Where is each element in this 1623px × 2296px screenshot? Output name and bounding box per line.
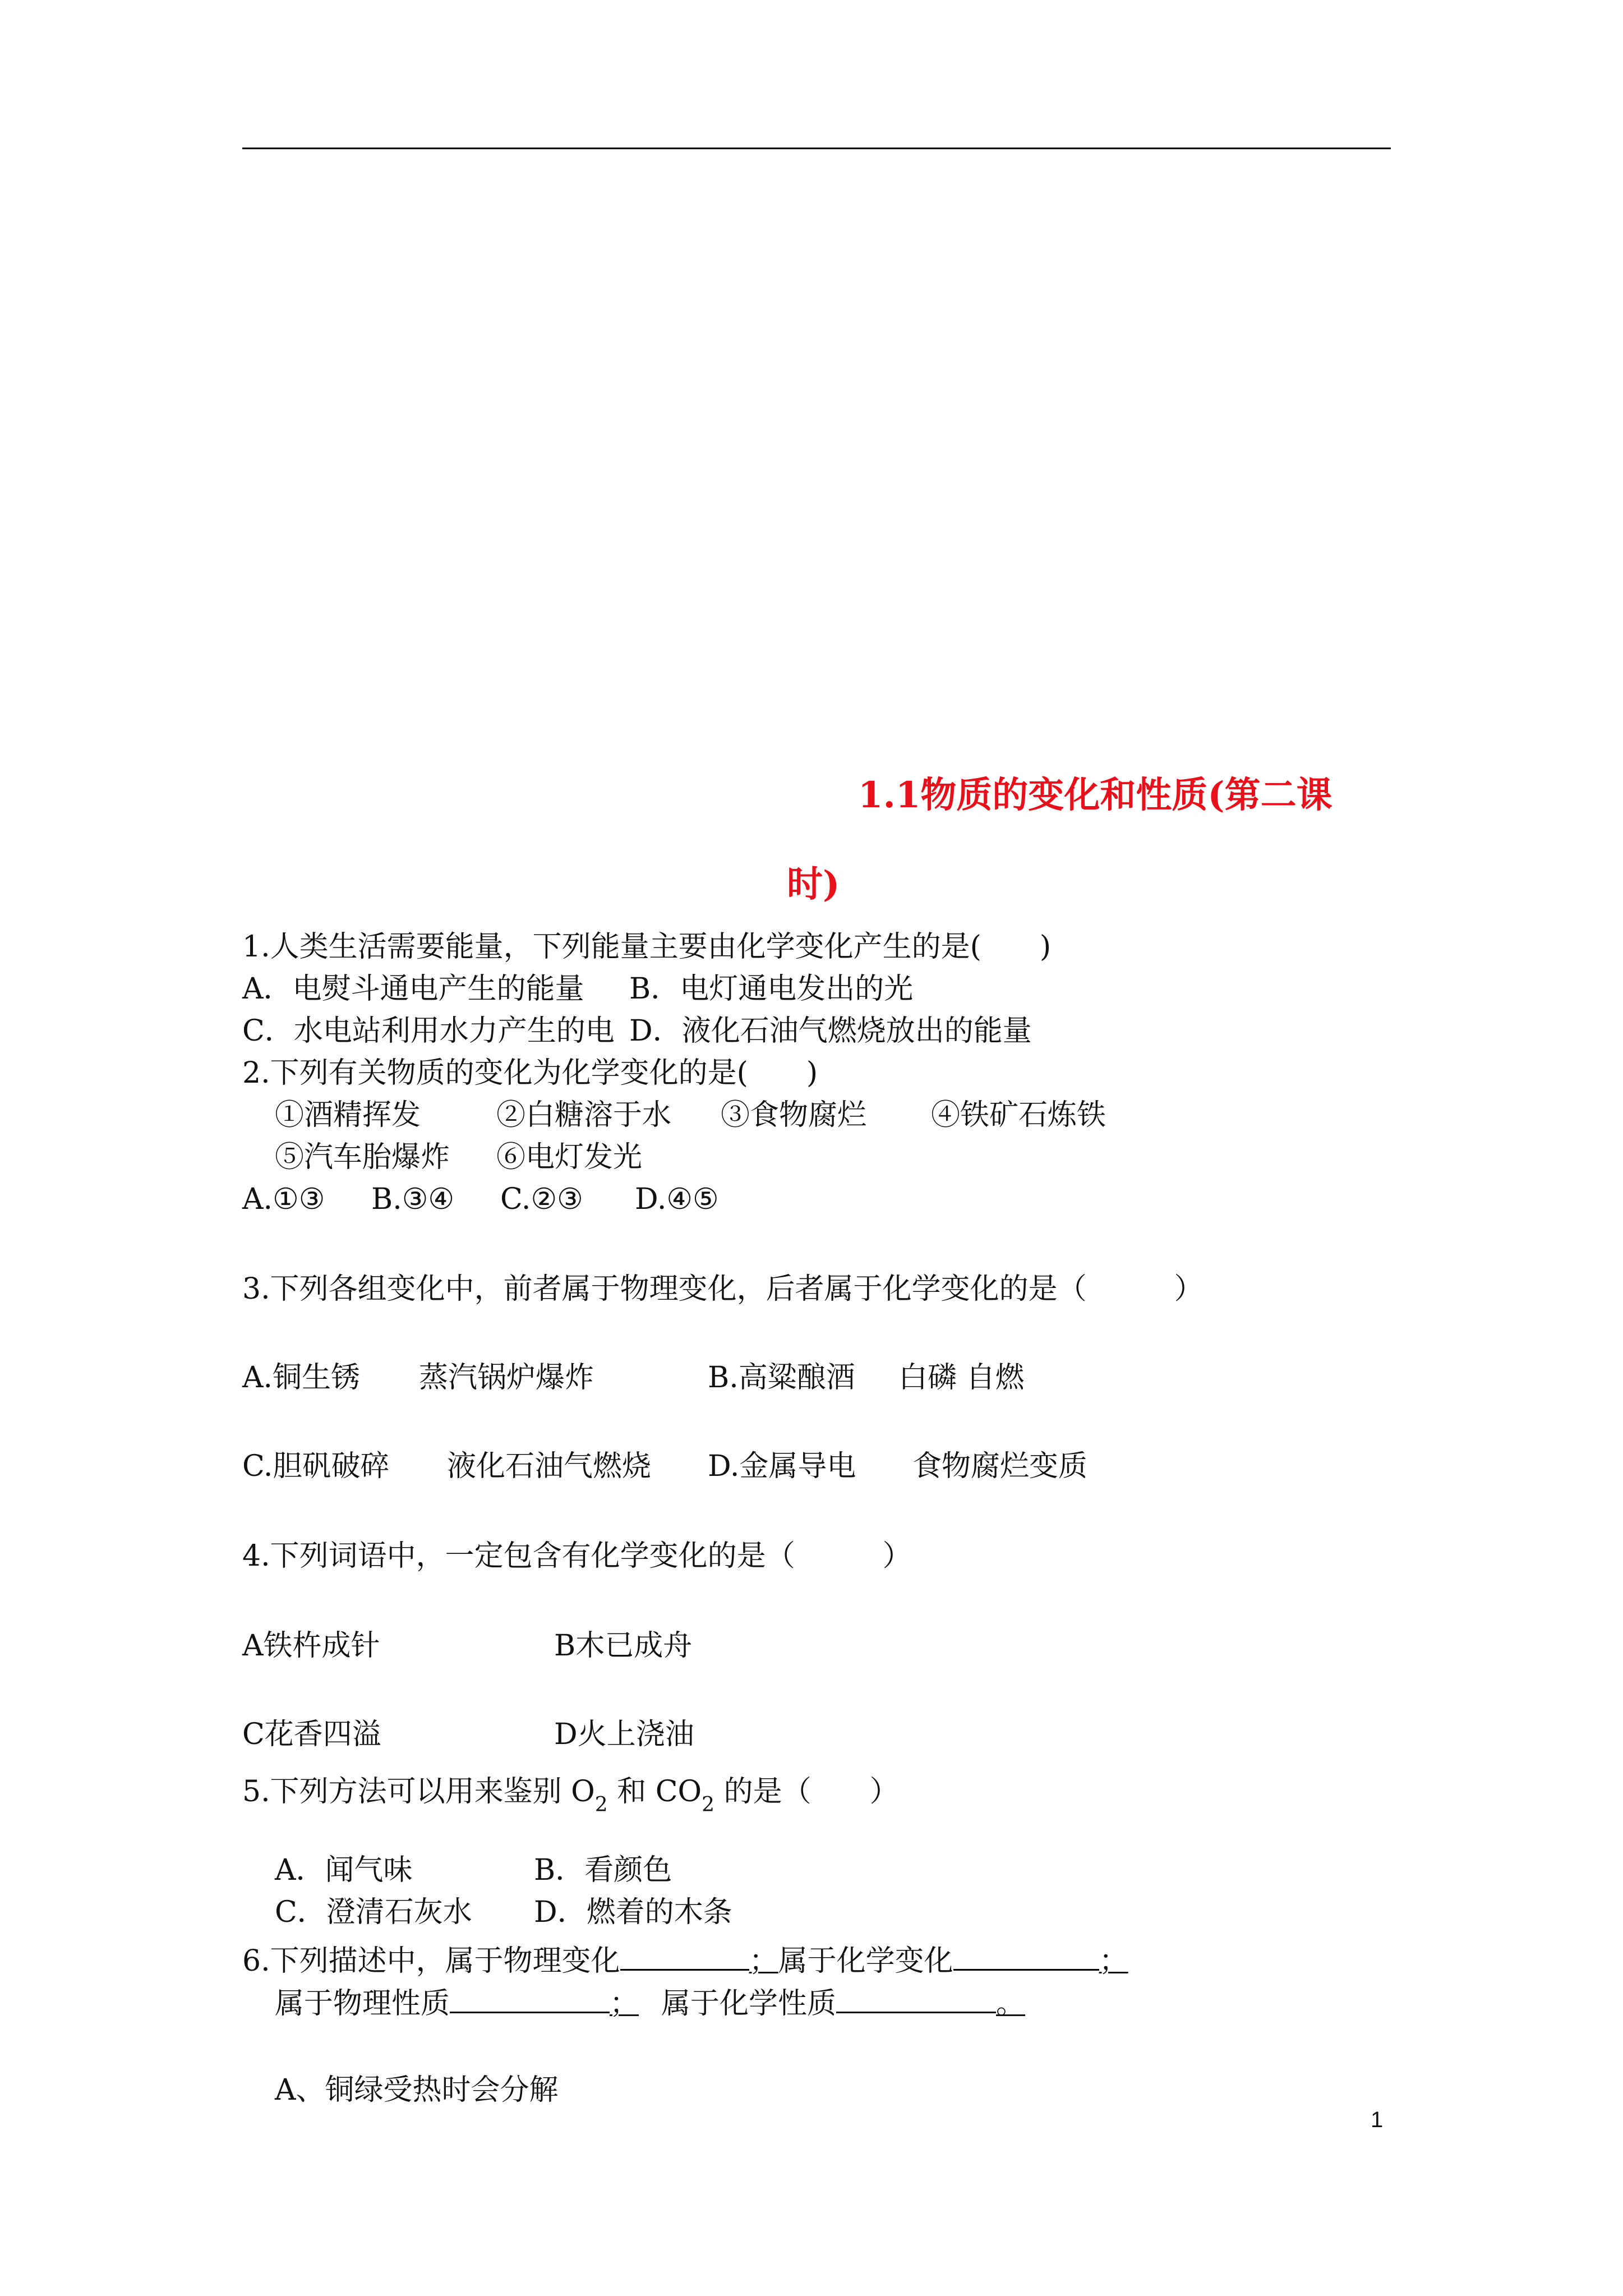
item-1: ①酒精挥发 bbox=[275, 1098, 421, 1132]
blank-chemical-change[interactable] bbox=[953, 1943, 1099, 1971]
option-d: D.④⑤ bbox=[635, 1182, 719, 1216]
blank-chemical-property[interactable] bbox=[836, 1986, 996, 2013]
question-5-stem bbox=[242, 1777, 899, 1815]
item-5: ⑤汽车胎爆炸 bbox=[275, 1140, 450, 1174]
stem-part-3: 的是（ ） bbox=[714, 1775, 899, 1809]
option-a-first: A.铜生锈 bbox=[242, 1361, 361, 1395]
option-c: C．水电站利用水力产生的电 bbox=[242, 1014, 615, 1048]
option-a-second: 蒸汽锅炉爆炸 bbox=[419, 1361, 594, 1395]
item-6: ⑥电灯发光 bbox=[496, 1140, 643, 1174]
question-6-line-2 bbox=[275, 1986, 1026, 2021]
option-b: B．看颜色 bbox=[534, 1853, 672, 1887]
option-b: B.③④ bbox=[371, 1182, 454, 1216]
question-3-stem: 3.下列各组变化中，前者属于物理变化，后者属于化学变化的是（ ） bbox=[242, 1272, 1204, 1306]
stem-part-2: 和 CO bbox=[607, 1775, 702, 1809]
option-a: A铁杵成针 bbox=[242, 1629, 380, 1663]
option-d-second: 食物腐烂变质 bbox=[912, 1450, 1088, 1483]
question-2-stem: 2.下列有关物质的变化为化学变化的是( ) bbox=[242, 1056, 818, 1090]
stem-chemical-change: 属于化学变化 bbox=[778, 1944, 953, 1978]
option-c: C．澄清石灰水 bbox=[275, 1895, 472, 1929]
stem-part-1: 5.下列方法可以用来鉴别 O bbox=[242, 1775, 595, 1809]
option-d: D火上浇油 bbox=[554, 1718, 694, 1751]
question-6-line-1 bbox=[242, 1943, 1128, 1976]
separator: ； bbox=[749, 1944, 778, 1978]
subscript-2: 2 bbox=[594, 1793, 608, 1816]
subscript-2: 2 bbox=[702, 1793, 715, 1816]
option-b-second: 白磷 自燃 bbox=[898, 1361, 1025, 1395]
title-line-2: 时) bbox=[787, 863, 840, 905]
title-line-1: 1.1物质的变化和性质(第二课 bbox=[858, 774, 1332, 816]
period: 。 bbox=[996, 1987, 1026, 2021]
option-b: B木已成舟 bbox=[554, 1629, 693, 1663]
item-3: ③食物腐烂 bbox=[721, 1098, 867, 1132]
question-4-stem: 4.下列词语中，一定包含有化学变化的是（ ） bbox=[242, 1539, 912, 1573]
separator: ； bbox=[610, 1987, 639, 2021]
option-d-first: D.金属导电 bbox=[708, 1450, 856, 1483]
blank-physical-property[interactable] bbox=[450, 1986, 610, 2013]
stem-physical-property: 属于物理性质 bbox=[275, 1987, 450, 2021]
stem-chemical-property: 属于化学性质 bbox=[661, 1987, 837, 2021]
option-a: A．闻气味 bbox=[275, 1853, 413, 1887]
option-d: D．燃着的木条 bbox=[534, 1895, 732, 1929]
item-4: ④铁矿石炼铁 bbox=[931, 1098, 1106, 1132]
question-1-stem: 1.人类生活需要能量，下列能量主要由化学变化产生的是( ) bbox=[242, 930, 1052, 964]
option-c-second: 液化石油气燃烧 bbox=[447, 1450, 652, 1483]
option-b-first: B.高粱酿酒 bbox=[708, 1361, 855, 1395]
option-c: C.②③ bbox=[500, 1182, 583, 1216]
header-rule bbox=[242, 148, 1391, 149]
option-a: A.①③ bbox=[242, 1182, 325, 1216]
blank-physical-change[interactable] bbox=[620, 1943, 749, 1971]
option-b: B．电灯通电发出的光 bbox=[629, 972, 914, 1006]
page-number: 1 bbox=[1371, 2108, 1384, 2132]
separator: ； bbox=[1099, 1944, 1128, 1978]
option-a: A．电熨斗通电产生的能量 bbox=[242, 972, 584, 1006]
option-c-first: C.胆矾破碎 bbox=[242, 1450, 390, 1483]
stem-physical-change: 6.下列描述中，属于物理变化 bbox=[242, 1944, 620, 1978]
option-d: D．液化石油气燃烧放出的能量 bbox=[629, 1014, 1032, 1048]
question-6-item-a: A、铜绿受热时会分解 bbox=[275, 2073, 559, 2107]
item-2: ②白糖溶于水 bbox=[496, 1098, 672, 1132]
option-c: C花香四溢 bbox=[242, 1718, 381, 1751]
